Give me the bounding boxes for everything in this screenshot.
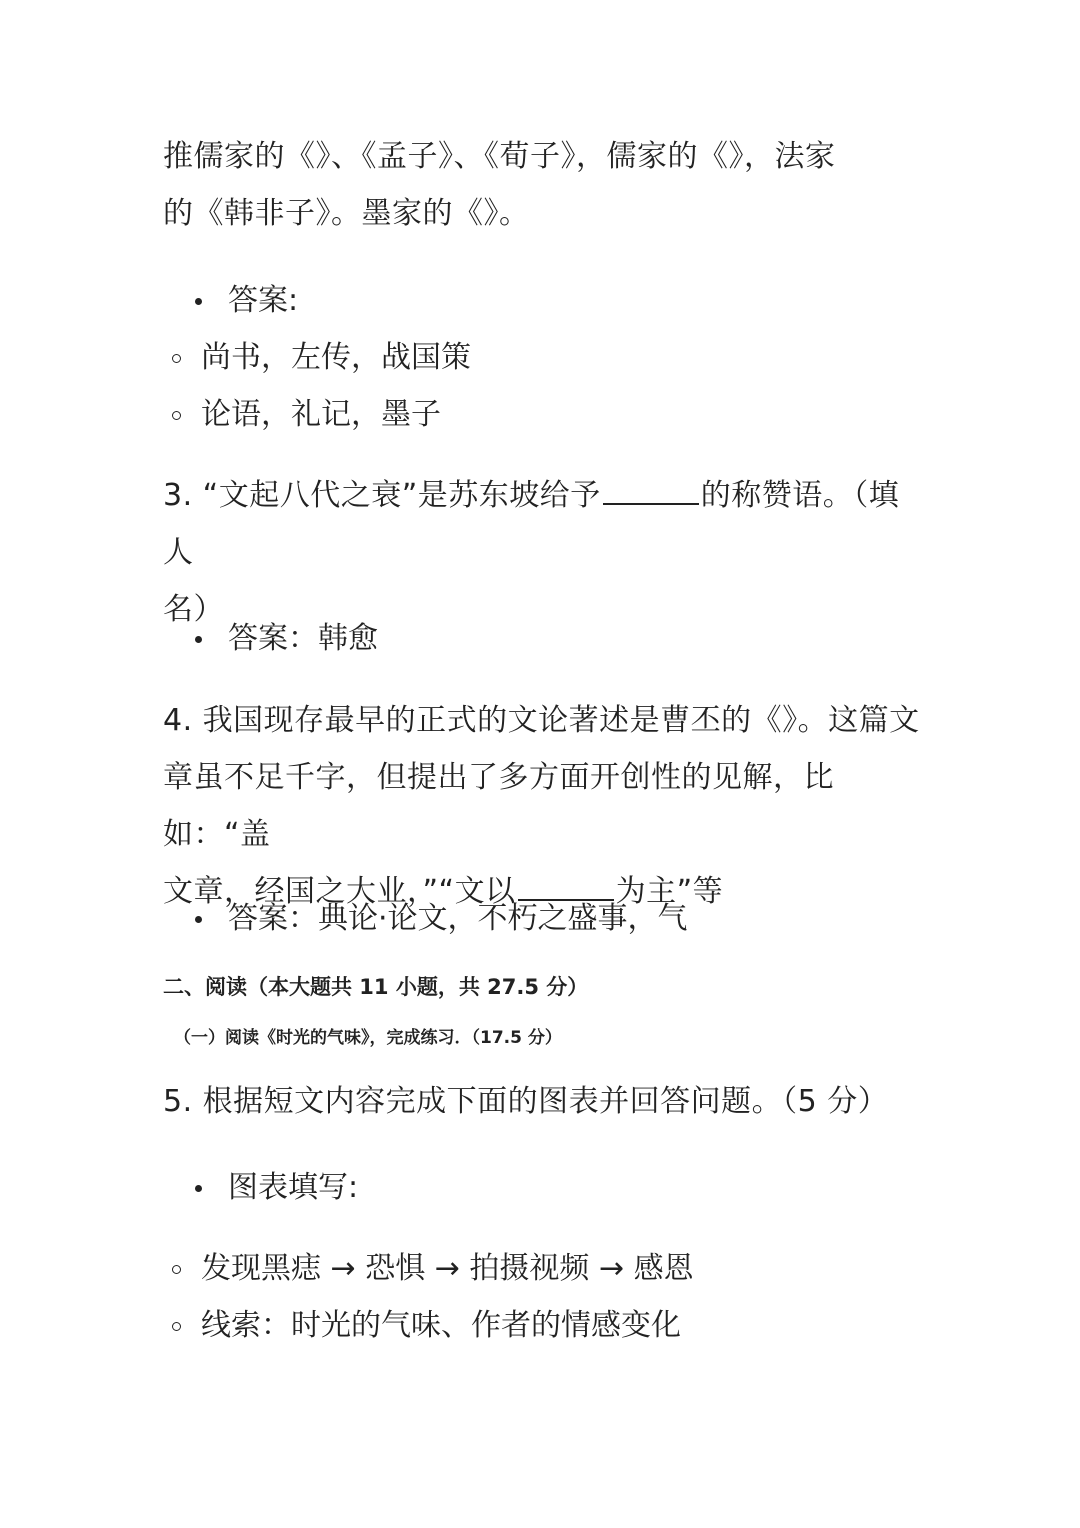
answer-1-item-1-text: 尚书，左传，战国策 <box>201 340 471 375</box>
fill-blank <box>603 475 699 505</box>
fill-blank <box>518 871 614 901</box>
question-3-text-after: 的称赞语。（填人 <box>163 478 900 570</box>
intro-paragraph <box>163 128 923 242</box>
answer-1-item-1 <box>172 338 471 378</box>
answer-5-item-1-text: 发现黑痣 → 恐惧 → 拍摄视频 → 感恩 <box>201 1251 694 1286</box>
intro-line-1: 推儒家的《》、《孟子》、《荀子》，儒家的《》，法家 <box>163 139 836 174</box>
answer-1-item-2-text: 论语，礼记，墨子 <box>201 397 441 432</box>
subsection-1-title: （一）阅读《时光的气味》，完成练习．（17.5 分） <box>174 1028 562 1048</box>
bullet-icon <box>195 298 202 305</box>
question-3-line-2: 名） <box>163 592 224 627</box>
question-4-line-3-before: 文章，经国之大业，”“文以 <box>163 874 516 909</box>
answer-5-label: 图表填写: <box>228 1170 359 1205</box>
answer-3-bullet <box>195 619 378 659</box>
answer-5-item-2 <box>172 1306 681 1346</box>
question-4 <box>163 692 923 920</box>
answer-4-text: 答案：典论·论文，不朽之盛事，气 <box>228 901 688 936</box>
answer-1-label: 答案: <box>228 283 299 318</box>
circle-bullet-icon <box>172 1265 181 1274</box>
answer-1-item-2 <box>172 395 441 435</box>
circle-bullet-icon <box>172 1322 181 1331</box>
answer-5-item-1 <box>172 1249 694 1289</box>
question-5 <box>163 1073 923 1130</box>
answer-5-item-2-text: 线索：时光的气味、作者的情感变化 <box>201 1308 681 1343</box>
answer-3-text: 答案：韩愈 <box>228 621 378 656</box>
question-3-line-1 <box>163 467 923 581</box>
question-4-line-3-after: 为主”等 <box>615 874 724 909</box>
question-3-text-before: 3. “文起八代之衰”是苏东坡给予 <box>163 478 601 513</box>
answer-5-bullet <box>195 1168 358 1208</box>
question-5-text: 5. 根据短文内容完成下面的图表并回答问题。（5 分） <box>163 1084 889 1119</box>
intro-line-2: 的《韩非子》。墨家的《》。 <box>163 196 530 231</box>
question-3 <box>163 467 923 638</box>
question-4-line-1: 4. 我国现存最早的正式的文论著述是曹丕的《》。这篇文 <box>163 703 920 738</box>
section-2-title: 二、阅读（本大题共 11 小题，共 27.5 分） <box>163 975 589 999</box>
circle-bullet-icon <box>172 354 181 363</box>
bullet-icon <box>195 636 202 643</box>
question-4-line-2: 章虽不足千字，但提出了多方面开创性的见解，比如：“盖 <box>163 760 834 852</box>
bullet-icon <box>195 916 202 923</box>
answer-4-bullet <box>195 899 688 939</box>
circle-bullet-icon <box>172 411 181 420</box>
bullet-icon <box>195 1185 202 1192</box>
answer-1-bullet <box>195 281 298 321</box>
